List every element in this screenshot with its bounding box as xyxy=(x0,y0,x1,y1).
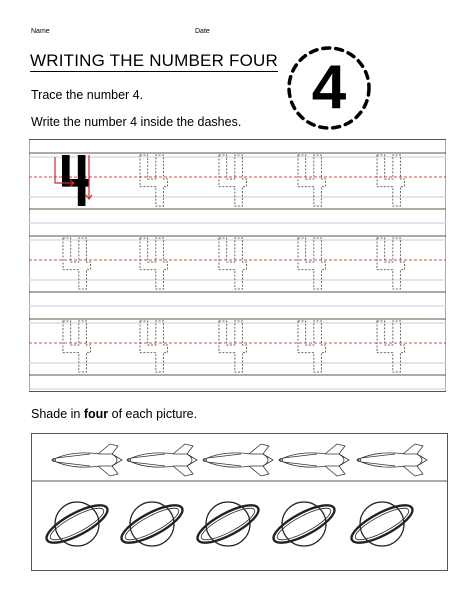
shade-instruction xyxy=(31,407,197,421)
big-numeral: 4 xyxy=(311,53,347,122)
dashed-numeral xyxy=(63,238,91,289)
shade-bold: four xyxy=(83,407,109,421)
write-instruction: Write the number 4 inside the dashes. xyxy=(31,115,242,129)
planet-ring xyxy=(269,498,339,549)
dashed-numeral xyxy=(377,238,405,289)
dashed-numeral xyxy=(377,321,405,372)
rocket-fin xyxy=(249,444,269,454)
rocket-icon xyxy=(203,444,273,476)
date-label: Date xyxy=(195,28,210,35)
dashed-numeral xyxy=(219,155,247,206)
planet-icon xyxy=(42,498,112,549)
rocket-icon xyxy=(279,444,349,476)
planet-ring xyxy=(42,498,112,549)
rocket-fin xyxy=(403,466,423,476)
rocket-icon xyxy=(52,444,122,476)
pictures-area xyxy=(31,433,448,571)
rocket-fin xyxy=(325,444,345,454)
page-title: WRITING THE NUMBER FOUR xyxy=(30,51,278,70)
rocket-fin xyxy=(173,466,193,476)
dashed-numeral xyxy=(298,155,326,206)
rocket-stripe xyxy=(56,454,90,466)
name-label: Name xyxy=(31,28,50,35)
rocket-fin xyxy=(249,466,269,476)
dashed-numeral xyxy=(140,238,168,289)
dashed-numeral xyxy=(219,321,247,372)
big-numeral-circle xyxy=(283,42,375,134)
planet-icon xyxy=(117,498,187,549)
dashed-numeral xyxy=(298,238,326,289)
rocket-fin xyxy=(98,444,118,454)
dashed-numeral xyxy=(298,321,326,372)
solid-numeral xyxy=(62,155,90,206)
rocket-fin xyxy=(173,444,193,454)
shade-suffix: of each picture. xyxy=(108,407,198,421)
rocket-stripe xyxy=(207,454,241,466)
rocket-fin xyxy=(325,466,345,476)
rocket-stripe xyxy=(361,454,395,466)
rocket-icon xyxy=(127,444,197,476)
dashed-numeral xyxy=(140,155,168,206)
rocket-stripe xyxy=(283,454,317,466)
shade-prefix: Shade in xyxy=(31,407,84,421)
planet-ring xyxy=(117,498,187,549)
planet-icon xyxy=(269,498,339,549)
rocket-fin xyxy=(403,444,423,454)
planet-ring xyxy=(347,498,417,549)
rocket-icon xyxy=(357,444,427,476)
planet-icon xyxy=(193,498,263,549)
dashed-numeral xyxy=(63,321,91,372)
dashed-numeral xyxy=(377,155,405,206)
trace-instruction: Trace the number 4. xyxy=(31,88,144,102)
dashed-numeral xyxy=(219,238,247,289)
practice-area xyxy=(29,139,446,392)
planet-ring xyxy=(193,498,263,549)
dashed-numeral xyxy=(140,321,168,372)
rocket-fin xyxy=(98,466,118,476)
rocket-stripe xyxy=(131,454,165,466)
planet-icon xyxy=(347,498,417,549)
